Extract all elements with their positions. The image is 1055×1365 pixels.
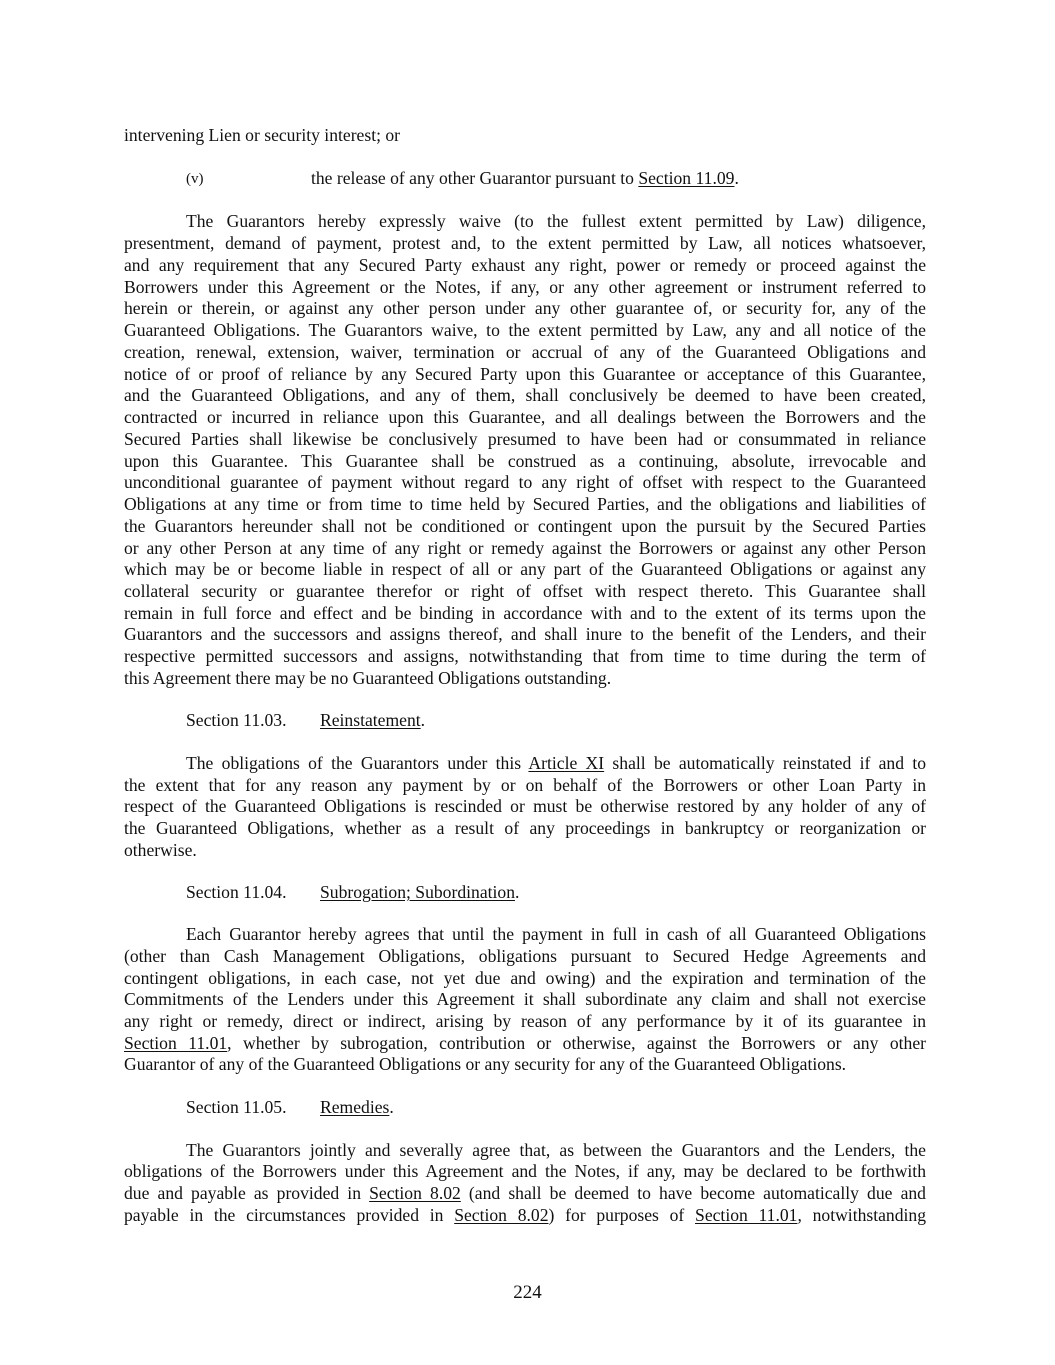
text-line: due and payable as provided in Section 8.02 (and shall be deemed to have become automatically due and	[124, 1183, 926, 1203]
section-11-03-title: Reinstatement	[320, 710, 421, 730]
text-line: Commitments of the Lenders under this Agreement it shall subordinate any claim and shall not exercise	[124, 989, 926, 1009]
text-line: upon this Guarantee. This Guarantee shall be construed as a continuing, absolute, irrevocable and	[124, 451, 926, 471]
section-11-04-title: Subrogation; Subordination	[320, 882, 515, 902]
section-11-05-number: Section 11.05.	[186, 1097, 287, 1117]
text-line: herein or therein, or against any other person under any other guarantee of, or security for, any of the	[124, 298, 926, 318]
section-11-01-reference: Section 11.01	[695, 1205, 798, 1225]
text-line: Guarantors and the successors and assigns thereof, and shall inure to the benefit of the Lenders, and their	[124, 624, 926, 644]
continuation-line: intervening Lien or security interest; or	[124, 125, 401, 145]
text-line: otherwise.	[124, 840, 197, 860]
text-line: respect of the Guaranteed Obligations is rescinded or must be otherwise restored by any holder of any of	[124, 796, 926, 816]
text-line: Secured Parties shall likewise be conclusively presumed to have been had or consummated in reliance	[124, 429, 926, 449]
text-line: or any other Person at any time of any right or remedy against the Borrowers or against any other Person	[124, 538, 926, 558]
article-xi-reference: Article XI	[528, 753, 605, 773]
text-line: and any requirement that any Secured Party exhaust any right, power or remedy or proceed against the	[124, 255, 926, 275]
text-line: presentment, demand of payment, protest and, to the extent permitted by Law, all notices whatsoever,	[124, 233, 926, 253]
text-line: remain in full force and effect and be binding in accordance with and to the extent of its terms upon the	[124, 603, 926, 623]
text-line: Guarantor of any of the Guaranteed Obligations or any security for any of the Guaranteed Obligations.	[124, 1054, 847, 1074]
section-11-03-heading: Reinstatement.	[320, 710, 426, 730]
text-line: any right or remedy, direct or indirect, arising by reason of any performance by it of its guarantee in	[124, 1011, 926, 1031]
text-line: Guaranteed Obligations. The Guarantors waive, to the extent permitted by Law, any and all notice of the	[124, 320, 926, 340]
text-line: The Guarantors hereby expressly waive (to the fullest extent permitted by Law) diligence,	[186, 211, 926, 231]
section-11-01-reference: Section 11.01	[124, 1033, 228, 1053]
section-8-02-reference: Section 8.02	[454, 1205, 549, 1225]
text-line: The Guarantors jointly and severally agree that, as between the Guarantors and the Lenders, the	[186, 1140, 926, 1160]
page-number: 224	[513, 1282, 542, 1303]
text-line: Each Guarantor hereby agrees that until the payment in full in cash of all Guaranteed Obligations	[186, 924, 926, 944]
text-line: collateral security or guarantee therefor or right of offset with respect thereto. This Guarantee shall	[124, 581, 926, 601]
section-11-03-number: Section 11.03.	[186, 710, 287, 730]
text-line: payable in the circumstances provided in Section 8.02) for purposes of Section 11.01, notwithstanding	[124, 1205, 927, 1225]
text-line: unconditional guarantee of payment without regard to any right of offset with respect to the Guaranteed	[124, 472, 926, 492]
text-line: the Guarantors hereunder shall not be conditioned or contingent upon the pursuit by the Secured Parties	[124, 516, 926, 536]
text-line: (other than Cash Management Obligations, obligations pursuant to Secured Hedge Agreements and	[124, 946, 926, 966]
text-line: notice of or proof of reliance by any Secured Party upon this Guarantee or acceptance of this Guarantee,	[124, 364, 926, 384]
text-line: the extent that for any reason any payment by or on behalf of the Borrowers or other Loan Party in	[124, 775, 926, 795]
text-line: this Agreement there may be no Guaranteed Obligations outstanding.	[124, 668, 612, 688]
text-line: contingent obligations, in each case, not yet due and owing) and the expiration and termination of the	[124, 968, 926, 988]
text-line: the Guaranteed Obligations, whether as a result of any proceedings in bankruptcy or reorganization or	[124, 818, 926, 838]
section-11-09-reference: Section 11.09	[638, 168, 735, 188]
text-line: Borrowers under this Agreement or the Notes, if any, or any other agreement or instrument referred to	[124, 277, 926, 297]
clause-v-label: (v)	[186, 171, 204, 187]
text-line: Section 11.01, whether by subrogation, contribution or otherwise, against the Borrowers or any other	[124, 1033, 927, 1053]
section-8-02-reference: Section 8.02	[369, 1183, 461, 1203]
text-line: obligations of the Borrowers under this Agreement and the Notes, if any, may be declared to be forthwith	[124, 1161, 926, 1181]
section-11-05-heading: Remedies.	[320, 1097, 394, 1117]
clause-v-text: the release of any other Guarantor pursuant to Section 11.09.	[311, 168, 739, 188]
text-line: which may be or become liable in respect of all or any part of the Guaranteed Obligations or against any	[124, 559, 926, 579]
text-line: creation, renewal, extension, waiver, termination or accrual of any of the Guaranteed Obligations and	[124, 342, 926, 362]
text-line: Obligations at any time or from time to time held by Secured Parties, and the obligations and liabilities of	[124, 494, 926, 514]
text-line: contracted or incurred in reliance upon this Guarantee, and all dealings between the Borrowers and the	[124, 407, 926, 427]
section-11-04-heading: Subrogation; Subordination.	[320, 882, 520, 902]
text-line: The obligations of the Guarantors under this Article XI shall be automatically reinstated if and to	[186, 753, 926, 773]
section-11-05-title: Remedies	[320, 1097, 390, 1117]
text-line: and the Guaranteed Obligations, and any of them, shall conclusively be deemed to have been created,	[124, 385, 926, 405]
section-11-04-number: Section 11.04.	[186, 882, 287, 902]
text-line: respective permitted successors and assigns, notwithstanding that from time to time during the term of	[124, 646, 926, 666]
